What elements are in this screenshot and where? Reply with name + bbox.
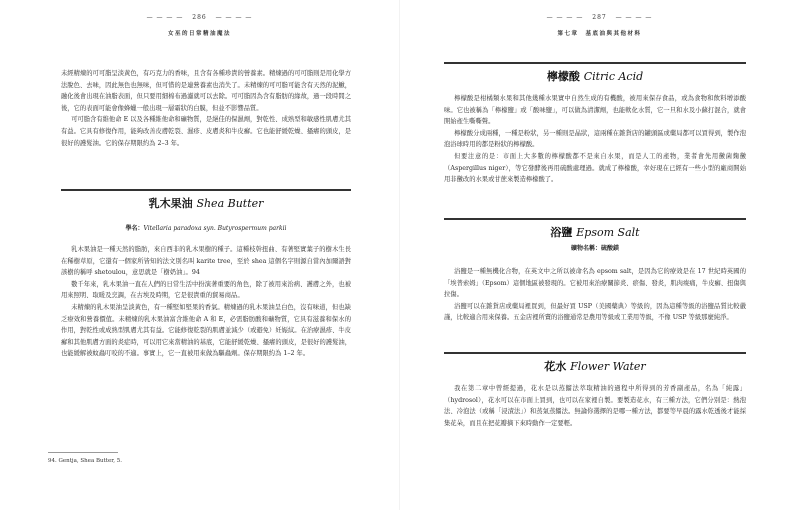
running-head-dashes: — — — — — [215, 14, 253, 21]
section-title-latin: Shea Butter — [196, 197, 264, 210]
running-head-dashes: — — — — — [615, 14, 653, 21]
right-page — [400, 0, 799, 510]
paragraph: 未經精煉的可可脂呈淡黃色，有巧克力的香味，且含有各種珍貴的營養素。精煉過的可可脂則是用化學方法脫色、去味，因此無色也無味，但可惜的是連營養素也消失了。未精煉的可可脂可能含有天然的泥鰍，融化後會出現在油脂表面，但只要用細棉布過濾就可以去除。可可脂因為含有脂肪的緣故，過一段時間之後，它的表面可能會像蜂蠟一般出現一層霜狀的白膜，但並不影響品質。 — [61, 70, 351, 112]
section-title-latin: Flower Water — [570, 360, 646, 373]
section-title — [444, 358, 746, 374]
scientific-name-label: 學名： — [125, 225, 144, 232]
section-heading-shea-butter — [61, 189, 351, 211]
section-title — [444, 224, 746, 240]
shea-butter-text — [61, 244, 351, 360]
flower-water-text — [444, 383, 746, 429]
paragraph: 未精煉的乳木果油呈淡黃色，有一種堅如堅果的香氣。精煉過的乳木果油呈白色，沒有味道，但也缺乏療效和營養價值。未精煉的乳木果油富含維他命 A 和 E，必需脂肪酸和礦物質，它具有滋養和保水的作用，對乾性或成熟型肌膚尤其有益。它能修復乾裂的肌膚並減少（或避免）妊娠紋。在治療濕疹、牛皮癬和其他肌膚方面的炎症時，可以用它來當精油的基底，它能舒緩乾燥、搔癢的頭皮，是很好的護髮油，也能緩解被蚊蟲叮咬的不適。事實上，它一直被用來做為驅蟲劑。保存期限約為 1–2 年。 — [61, 303, 351, 358]
paragraph: 檸檬酸是柑橘類水果和其他幾種水果實中自然生成的有機酸，被用來保存食品，或為食物和飲料增添酸味。它也被稱為「檸檬鹽」或「酸味鹽」，可以做為清潔劑，也能軟化水質，它一旦和水及小蘇打混合，就會開始產生嘶嘶聲。 — [444, 95, 746, 126]
section-title-cn: 乳木果油 — [148, 197, 193, 210]
section-title-latin: Citric Acid — [583, 70, 644, 83]
citric-acid-text — [444, 93, 746, 186]
mineral-name-line — [444, 243, 746, 252]
page-number: 287 — [592, 14, 607, 21]
paragraph: 可可脂含有維他命 E 以及各種維他命和礦物質，是絕佳的保濕劑，對乾性、成熟型和敏感性肌膚尤其有益。它具有修復作用，能夠改善皮膚乾裂、濕疹、皮膚炎和牛皮癬。它也能舒緩乾燥、搔癢的頭皮，是很好的護髮油。它的保存期限約為 2–3 年。 — [61, 116, 351, 147]
section-title — [444, 68, 746, 84]
section-title-latin: Epsom Salt — [576, 226, 640, 239]
paragraph: 檸檬酸分成兩種，一種是粉狀，另一種則是晶狀，這兩種在雜貨店的罐頭區或藥局都可以買得到，製作泡泡浴球時用的都是粉狀的檸檬酸。 — [444, 129, 746, 149]
paragraph: 浴鹽可以在雜貨店或藥局裡買到，但最好買 USP（美國藥典）等級的，因為這種等級的浴鹽品質比較嚴謹，比較適合用來保養。五金店裡所賣的浴鹽通常是農用等級或工業用等級，不像 USP 等級那麼純淨。 — [444, 302, 746, 322]
section-title-cn: 浴鹽 — [550, 226, 573, 239]
section-heading-citric-acid — [444, 62, 746, 84]
paragraph: 乳木果油是一種天然的脂肪，來自西非的乳木果樹的種子。這種枝幹扭曲、有著堅實葉子的樹木生長在稀樹草原，它還有一個家所皆知的法文別名叫 karite tree，至於 shea 這個名字則源自當內加爾語對該樹的稱呼 shetoulou，意思就是「樹奶油」。94 — [61, 246, 351, 277]
section-heading-flower-water — [444, 352, 746, 374]
left-page — [0, 0, 399, 510]
right-running-head — [400, 14, 799, 37]
section-rule — [444, 62, 746, 64]
paragraph: 浴鹽是一種無機化合物，在英文中之所以被命名為 epsom salt，是因為它的療效是在 17 世紀時英國的「埃普索姆」（Epsom）這個地區被發現的。它被用來治療關節炎、瘀傷、發炎，肌肉痠痛，牛皮癬、扭傷與拉傷。 — [444, 268, 746, 299]
scientific-name: Vitellaria paradoxa syn. Butyrospermum parkii — [143, 225, 287, 232]
footnote: 94. Gentja, Shea Butter, 5. — [48, 458, 122, 464]
chapter-title: 第七章 基底油與其他材料 — [557, 31, 642, 37]
epsom-salt-text — [444, 266, 746, 324]
page-number: 286 — [192, 14, 207, 21]
paragraph: 我在第二章中曾經提過，花水是以蒸餾法萃取精油的過程中所得到的芳香副產品，名為「純露」（hydrosol），花水可以在市面上買到，也可以在家裡自製。要製造花水，有三種方法，它們分別是：熱泡法、冷泡法（或稱「浸漬法」）和蒸氣蒸餾法。無論你選擇的是哪一種方法，都要等早晨的露水乾透後才能採集花朵，而且在把花瓣摘下來時動作一定要輕。 — [444, 385, 746, 427]
footnote-divider — [48, 452, 118, 453]
section-title-cn: 檸檬酸 — [546, 70, 580, 83]
section-heading-epsom-salt — [444, 218, 746, 240]
section-rule — [61, 189, 351, 191]
left-running-head — [0, 14, 399, 37]
mineral-name: 硫酸鎂 — [601, 245, 620, 252]
section-rule — [444, 218, 746, 220]
section-title — [61, 195, 351, 211]
paragraph: 數千年來，乳木果油一直在人們的日常生活中扮演著重要的角色，除了被用來治病、護膚之外，也被用來照明、取暖及烹調，在古埃及時期，它是很貴重的貿易商品。 — [61, 280, 351, 300]
running-head-dashes: — — — — — [146, 14, 184, 21]
intro-text — [61, 68, 351, 149]
section-title-cn: 花水 — [544, 360, 567, 373]
mineral-name-label: 礦物名稱： — [570, 245, 601, 252]
book-title: 女巫的日常精油魔法 — [167, 31, 231, 37]
scientific-name-line — [61, 223, 351, 232]
paragraph: 但要注意的是：市面上大多數的檸檬酸都不是來自水果，而是人工的產物，業者會先用黴菌麴黴（Aspergillus niger），等它發酵後再用硫酸處理過。就成了檸檬酸，幸好現在已經有一些小型的廠商開始用非黴改的水果或甘蔗來製造檸檬酸了。 — [444, 152, 746, 184]
section-rule — [444, 352, 746, 354]
running-head-dashes: — — — — — [546, 14, 584, 21]
